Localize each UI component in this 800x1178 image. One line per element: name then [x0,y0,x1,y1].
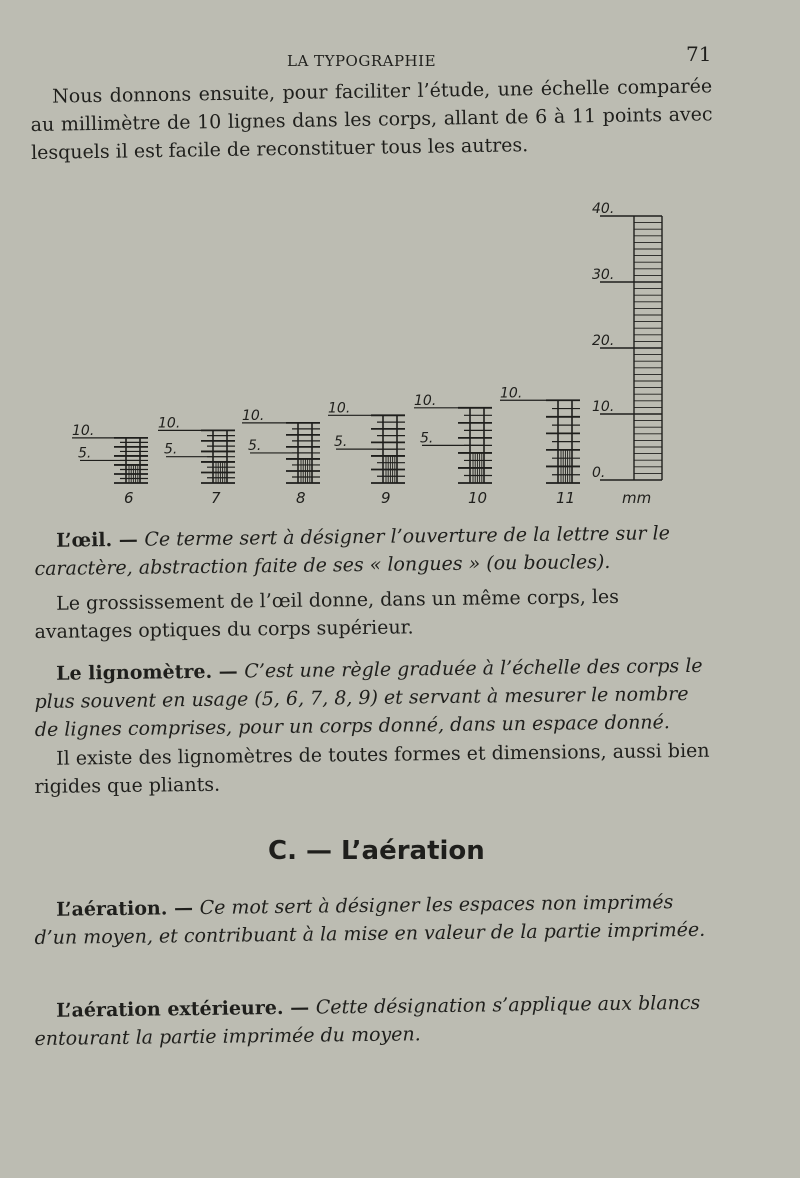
scale-ten-label: 10. [158,415,181,432]
scale-five-label: 5. [420,430,434,447]
page-number: 71 [686,42,712,66]
paragraph-text: C’est une règle graduée à l’échelle des corps le plus souvent en usage (5, 6, 7, 8, 9) et servant à mesurer le nombre de lignes comprises, pour un corps donné, dans un espace donné. [34,654,703,741]
mm-unit-label: mm [622,489,652,507]
paragraph-text: Il existe des lignomètres de toutes formes et dimensions, aussi bien rigides que pliants. [34,739,710,798]
mm-label: 10. [592,399,615,415]
intro-paragraph [30,72,713,167]
paragraph-text: Ce mot sert à désigner les espaces non imprimés d’un moyen, et contribuant à la mise en valeur de la partie imprimée. [34,891,706,949]
running-header: LA TYPOGRAPHIE [287,52,437,70]
point-scale [158,415,235,507]
scale-five-label: 5. [248,437,262,454]
paragraph-lignometre [34,652,715,744]
scale-five-label: 5. [164,441,178,458]
mm-label: 20. [592,333,615,349]
paragraph-lead: L’aération. — [56,896,200,921]
scale-ten-label: 10. [328,400,351,417]
intro-text: Nous donnons ensuite, pour faciliter l’étude, une échelle comparée au millimètre de 10 lignes dans les corps, allant de 6 à 11 points avec lesquels il est facile de reconstituer tous les autres. [30,75,713,164]
paragraph-aeration-exterieure [34,989,715,1053]
typographic-scale-figure [0,180,800,520]
scale-body-label: 6 [124,489,134,507]
scale-body-label: 7 [211,489,221,507]
paragraph-text: Ce terme sert à désigner l’ouverture de la lettre sur le caractère, abstraction faite de ses « longues » (ou boucles). [34,522,671,580]
paragraph-aeration [34,888,715,952]
mm-label: 30. [592,267,615,283]
scale-five-label: 5. [78,445,92,462]
point-scale [328,400,405,507]
point-scale [72,423,148,507]
scale-ten-label: 10. [72,422,95,439]
paragraph-lignometres-formes [34,737,715,801]
point-scale [242,408,320,507]
scale-ten-label: 10. [414,392,437,409]
paragraph-oeil [34,519,715,583]
scale-ten-label: 10. [500,385,523,402]
millimeter-ruler [592,201,662,507]
scale-body-label: 11 [556,489,576,507]
paragraph-lead: Le lignomètre. — [56,660,245,685]
paragraph-lead: L’œil. — [56,528,145,552]
section-title: C. — L’aération [268,836,485,866]
paragraph-lead: L’aération extérieure. — [56,996,316,1022]
scale-five-label: 5. [334,434,348,451]
mm-label: 40. [592,201,615,217]
scale-ten-label: 10. [242,407,265,424]
point-scale [500,385,580,507]
scale-body-label: 8 [296,489,306,507]
mm-label: 0. [592,465,606,481]
scale-body-label: 10 [468,489,488,507]
scale-body-label: 9 [381,489,391,507]
paragraph-text: Cette désignation s’applique aux blancs entourant la partie imprimée du moyen. [34,991,701,1050]
paragraph-text: Le grossissement de l’œil donne, dans un même corps, les avantages optiques du corps supérieur. [34,585,620,643]
point-scale [414,393,492,507]
paragraph-grossissement [34,582,715,646]
